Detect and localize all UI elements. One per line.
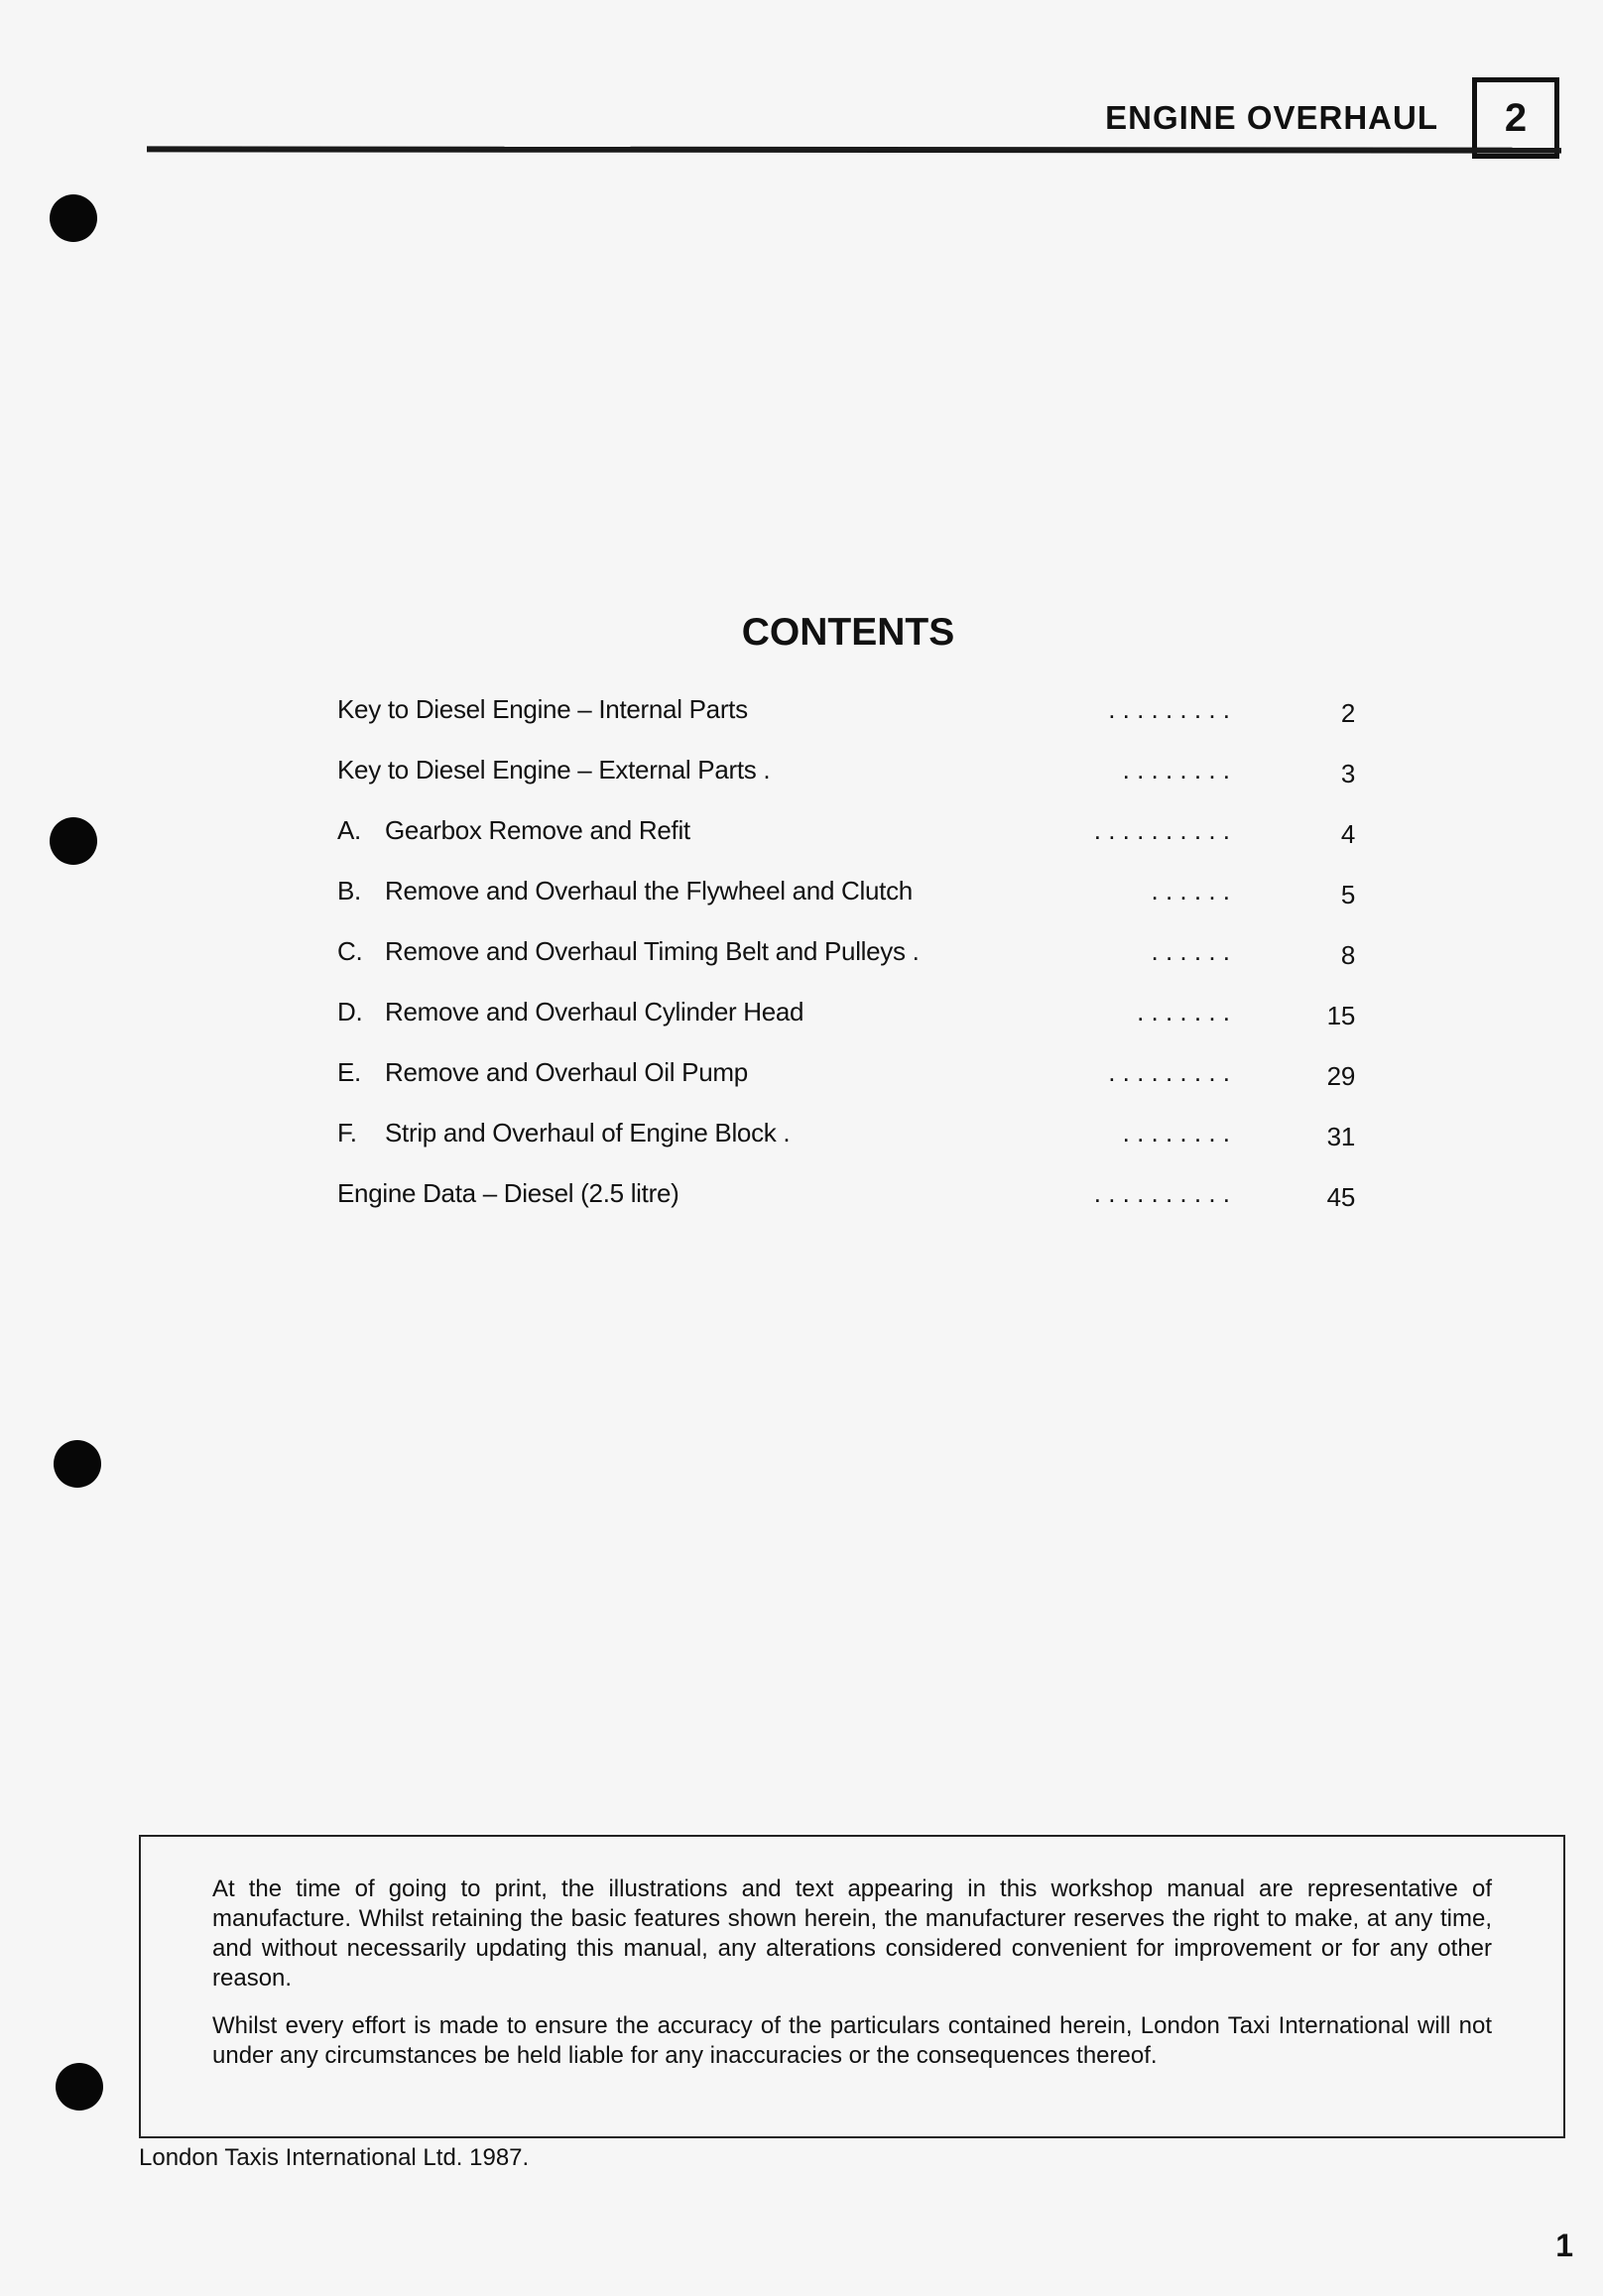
toc-leader-dots: . . . . . . . .: [1122, 1118, 1230, 1148]
toc-page-number: 29: [1326, 1061, 1355, 1091]
toc-leader-dots: . . . . . . . . . .: [1093, 1178, 1230, 1208]
toc-page-number: 15: [1326, 1001, 1355, 1030]
toc-entry-label: Key to Diesel Engine – External Parts .: [337, 755, 771, 785]
toc-entry: [337, 694, 1355, 755]
toc-entry-text: Remove and Overhaul the Flywheel and Clutch: [385, 876, 913, 906]
copyright-notice: London Taxis International Ltd. 1987.: [139, 2144, 530, 2171]
header-rule: [147, 146, 1561, 153]
toc-leader-dots: . . . . . . . . .: [1108, 1057, 1230, 1087]
page-number: 1: [1555, 2228, 1573, 2263]
disclaimer-paragraph: At the time of going to print, the illustrations and text appearing in this workshop manual are representative of manufacture. Whilst retaining the basic features shown herein, the manufacturer reserves the right to make, at any time, and without necessarily updating this manual, any alterations considered convenient for improvement or for any other reason.: [212, 1875, 1492, 1992]
toc-entry-letter: B.: [337, 876, 361, 906]
toc-entry-label: [337, 1057, 748, 1088]
toc-page-number: 8: [1340, 940, 1355, 970]
toc-entry: [337, 1178, 1355, 1239]
toc-leader-dots: . . . . . . . .: [1122, 755, 1230, 785]
toc-entry-label: Engine Data – Diesel (2.5 litre): [337, 1178, 679, 1208]
toc-page-number: 45: [1326, 1182, 1355, 1212]
disclaimer-paragraph: Whilst every effort is made to ensure the accuracy of the particulars contained herein, London Taxi International will not under any circumstances be held liable for any inaccuracies or the consequences thereof.: [212, 2012, 1492, 2069]
toc-entry-label: [337, 1118, 790, 1148]
toc-page-number: 4: [1340, 819, 1355, 849]
toc-entry-text: Gearbox Remove and Refit: [385, 815, 690, 845]
toc-page-number: 3: [1340, 759, 1355, 788]
contents-heading: CONTENTS: [741, 611, 955, 654]
toc-entry-label: [337, 815, 690, 846]
toc-entry-letter: E.: [337, 1057, 361, 1087]
toc-entry-label: [337, 997, 803, 1027]
toc-entry-text: Remove and Overhaul Oil Pump: [385, 1057, 748, 1087]
toc-page-number: 2: [1340, 698, 1355, 728]
section-number: 2: [1504, 95, 1528, 140]
toc-entry: [337, 876, 1355, 936]
section-title: ENGINE OVERHAUL: [1105, 99, 1438, 136]
table-of-contents: [337, 694, 1355, 1239]
toc-leader-dots: . . . . . .: [1151, 876, 1230, 906]
toc-entry-text: Remove and Overhaul Timing Belt and Pulleys .: [385, 936, 920, 966]
toc-leader-dots: . . . . . . . . .: [1108, 694, 1230, 724]
toc-entry: [337, 1057, 1355, 1118]
toc-entry-text: Strip and Overhaul of Engine Block .: [385, 1118, 791, 1148]
toc-entry: [337, 997, 1355, 1057]
toc-entry-letter: C.: [337, 936, 363, 966]
toc-entry-text: Remove and Overhaul Cylinder Head: [385, 997, 804, 1027]
binder-hole-icon: [50, 817, 97, 865]
binder-hole-icon: [50, 194, 97, 242]
toc-entry: [337, 755, 1355, 815]
toc-entry-letter: D.: [337, 997, 363, 1027]
binder-hole-icon: [56, 2063, 103, 2111]
toc-entry: [337, 936, 1355, 997]
toc-entry-letter: A.: [337, 815, 361, 845]
toc-entry-letter: F.: [337, 1118, 357, 1148]
toc-leader-dots: . . . . . .: [1151, 936, 1230, 966]
toc-entry-label: Key to Diesel Engine – Internal Parts: [337, 694, 748, 724]
toc-entry: [337, 1118, 1355, 1178]
binder-hole-icon: [54, 1440, 101, 1488]
toc-page-number: 5: [1340, 880, 1355, 909]
disclaimer-box: [139, 1835, 1565, 2138]
toc-leader-dots: . . . . . . .: [1137, 997, 1230, 1027]
toc-leader-dots: . . . . . . . . . .: [1093, 815, 1230, 845]
toc-page-number: 31: [1326, 1122, 1355, 1151]
toc-entry: [337, 815, 1355, 876]
